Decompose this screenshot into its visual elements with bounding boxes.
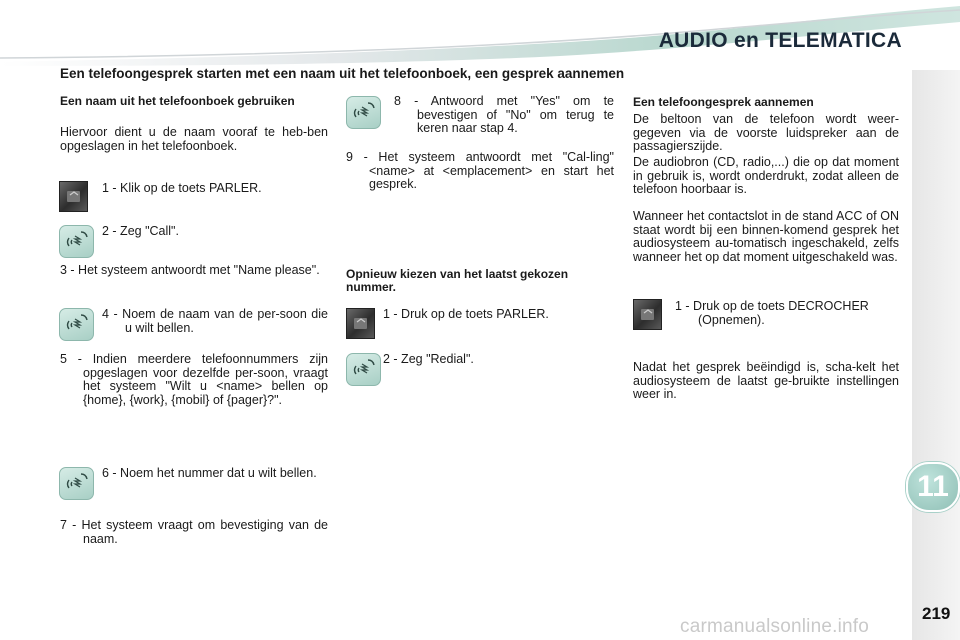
voice-command-icon [59, 308, 94, 341]
col1-step-5: 5 - Indien meerdere telefoonnummers zijn opgeslagen voor dezelfde per-soon, vraagt het systeem "Wilt u <name> bellen op {home}, {work}, {mobil} of {pager}?". [60, 352, 328, 407]
col1-step-4: 4 - Noem de naam van de per-soon die u wilt bellen. [102, 307, 328, 335]
col2-redial-step-2: 2 - Zeg "Redial". [383, 352, 474, 366]
side-margin-strip [912, 70, 960, 640]
steering-button-icon [346, 308, 375, 339]
voice-command-icon [59, 225, 94, 258]
col2-step-9: 9 - Het systeem antwoordt met "Cal-ling" <name> at <emplacement> en start het gesprek. [346, 150, 614, 191]
col1-intro: Hiervoor dient u de naam vooraf te heb-ben opgeslagen in het telefoonboek. [60, 125, 328, 153]
col1-subheading: Een naam uit het telefoonboek gebruiken [60, 94, 295, 108]
col2-subheading-redial: Opnieuw kiezen van het laatst gekozen nummer. [346, 267, 569, 294]
steering-button-icon [59, 181, 88, 212]
voice-command-icon [346, 353, 381, 386]
col3-subheading: Een telefoongesprek aannemen [633, 95, 814, 109]
voice-command-icon [59, 467, 94, 500]
voice-command-icon [346, 96, 381, 129]
col1-step-2: 2 - Zeg "Call". [102, 224, 179, 238]
col1-step-7: 7 - Het systeem vraagt om bevestiging van de naam. [60, 518, 328, 546]
watermark: carmanualsonline.info [680, 616, 870, 637]
col2-redial-step-1: 1 - Druk op de toets PARLER. [383, 307, 549, 321]
col1-step-3: 3 - Het systeem antwoordt met "Name please". [60, 263, 320, 277]
chapter-badge: 11 [906, 462, 960, 512]
steering-button-icon [633, 299, 662, 330]
col2-step-8: 8 - Antwoord met "Yes" om te bevestigen of "No" om terug te keren naar stap 4. [394, 94, 614, 135]
col3-paragraph-4: Nadat het gesprek beëindigd is, scha-kelt het audiosysteem de laatst ge-bruikte instellingen weer in. [633, 360, 899, 401]
col3-step-1: 1 - Druk op de toets DECROCHER (Opnemen). [675, 299, 869, 327]
col1-step-1: 1 - Klik op de toets PARLER. [102, 181, 262, 195]
main-heading: Een telefoongesprek starten met een naam uit het telefoonboek, een gesprek aannemen [60, 66, 625, 81]
col3-paragraph-3: Wanneer het contactslot in de stand ACC of ON staat wordt bij een binnen-komend gesprek het audiosysteem au-tomatisch ingeschakeld, zelfs wanneer het op dat moment uitgeschakeld was. [633, 209, 899, 264]
col3-paragraph-2: De audiobron (CD, radio,...) die op dat moment in gebruik is, wordt onderdrukt, zodat alleen de telefoon hoorbaar is. [633, 155, 899, 196]
section-title: AUDIO en TELEMATICA [658, 29, 902, 52]
col3-paragraph-1: De beltoon van de telefoon wordt weer-gegeven via de voorste luidspreker aan de passagierszijde. [633, 112, 899, 153]
page-number: 219 [922, 604, 951, 623]
col1-step-6: 6 - Noem het nummer dat u wilt bellen. [102, 466, 317, 480]
